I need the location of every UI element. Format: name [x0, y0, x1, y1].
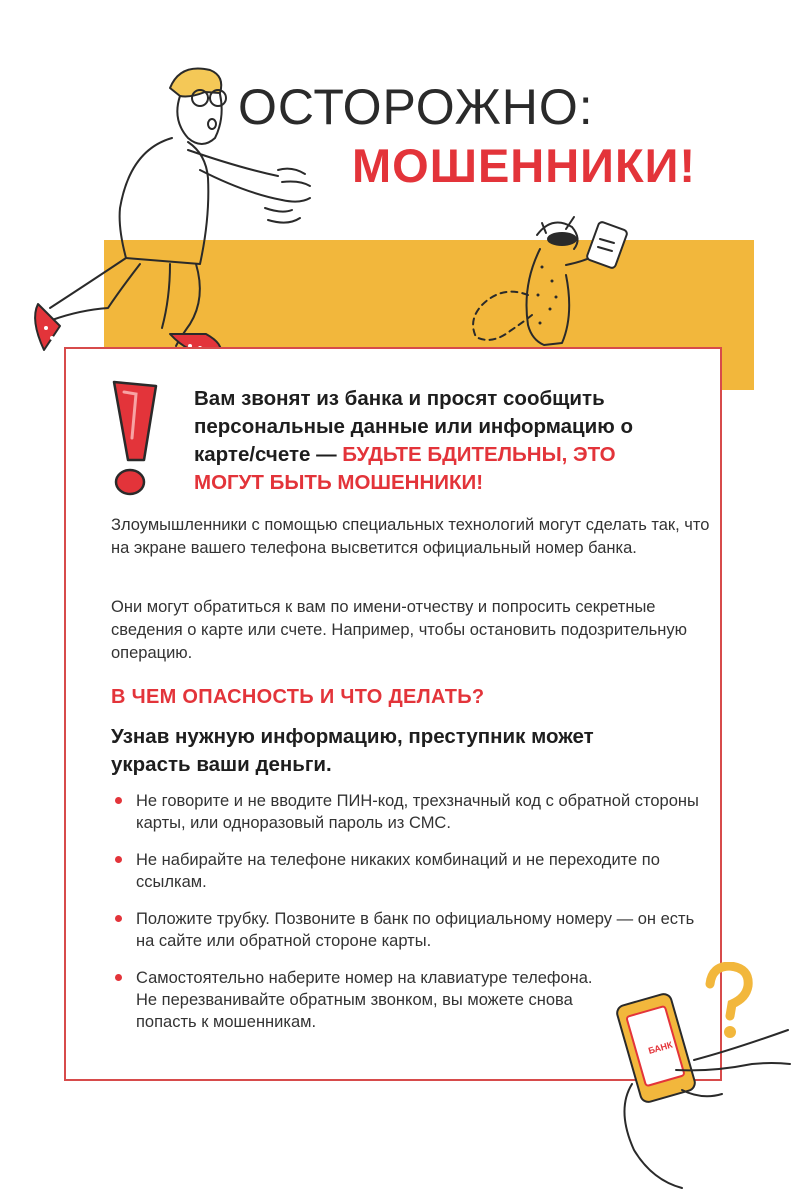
phone-label: БАНК — [647, 1039, 674, 1056]
exclamation-icon — [104, 378, 164, 498]
list-item-text: Не набирайте на телефоне никаких комбинаций и не переходите по ссылкам. — [136, 851, 660, 891]
page-subtitle: МОШЕННИКИ! — [352, 139, 697, 192]
section-subheading: Узнав нужную информацию, преступник может украсть ваши деньги. — [111, 725, 594, 776]
list-item — [111, 790, 701, 834]
lead-text: Вам звонят из банка и просят сообщить персональные данные или информацию о карте/счете — — [194, 387, 633, 466]
list-item — [111, 908, 701, 952]
bullet-icon — [115, 974, 122, 981]
list-item-text: Самостоятельно наберите номер на клавиатуре телефона. Не перезванивайте обратным звонком, вы можете снова попасть к мошенникам. — [136, 969, 593, 1031]
section-heading: В ЧЕМ ОПАСНОСТЬ И ЧТО ДЕЛАТЬ? — [111, 686, 485, 708]
bullet-icon — [115, 797, 122, 804]
hand-with-phone-illustration — [612, 990, 794, 1190]
list-item-text: Положите трубку. Позвоните в банк по официальному номеру — он есть на сайте или обратной стороне карты. — [136, 910, 695, 950]
raccoon-with-card-illustration — [462, 205, 642, 355]
list-item — [111, 967, 616, 1033]
man-running-illustration — [20, 58, 330, 368]
list-item-text: Не говорите и не вводите ПИН-код, трехзначный код с обратной стороны карты, или одноразовый пароль из СМС. — [136, 792, 699, 832]
bullet-icon — [115, 856, 122, 863]
bullet-icon — [115, 915, 122, 922]
paragraph-request: Они могут обратиться к вам по имени-отчеству и попросить секретные сведения о карте или счете. Например, чтобы остановить подозрительную операцию. — [111, 598, 688, 662]
lead-warning: БУДЬТЕ БДИТЕЛЬНЫ, ЭТО МОГУТ БЫТЬ МОШЕННИКИ! — [194, 443, 616, 494]
paragraph-caller-id: Злоумышленники с помощью специальных технологий могут сделать так, что на экране вашего телефона высветится официальный номер банка. — [111, 516, 710, 557]
list-item — [111, 849, 701, 893]
lead-statement — [194, 385, 674, 497]
page-title: ОСТОРОЖНО: — [238, 79, 594, 135]
